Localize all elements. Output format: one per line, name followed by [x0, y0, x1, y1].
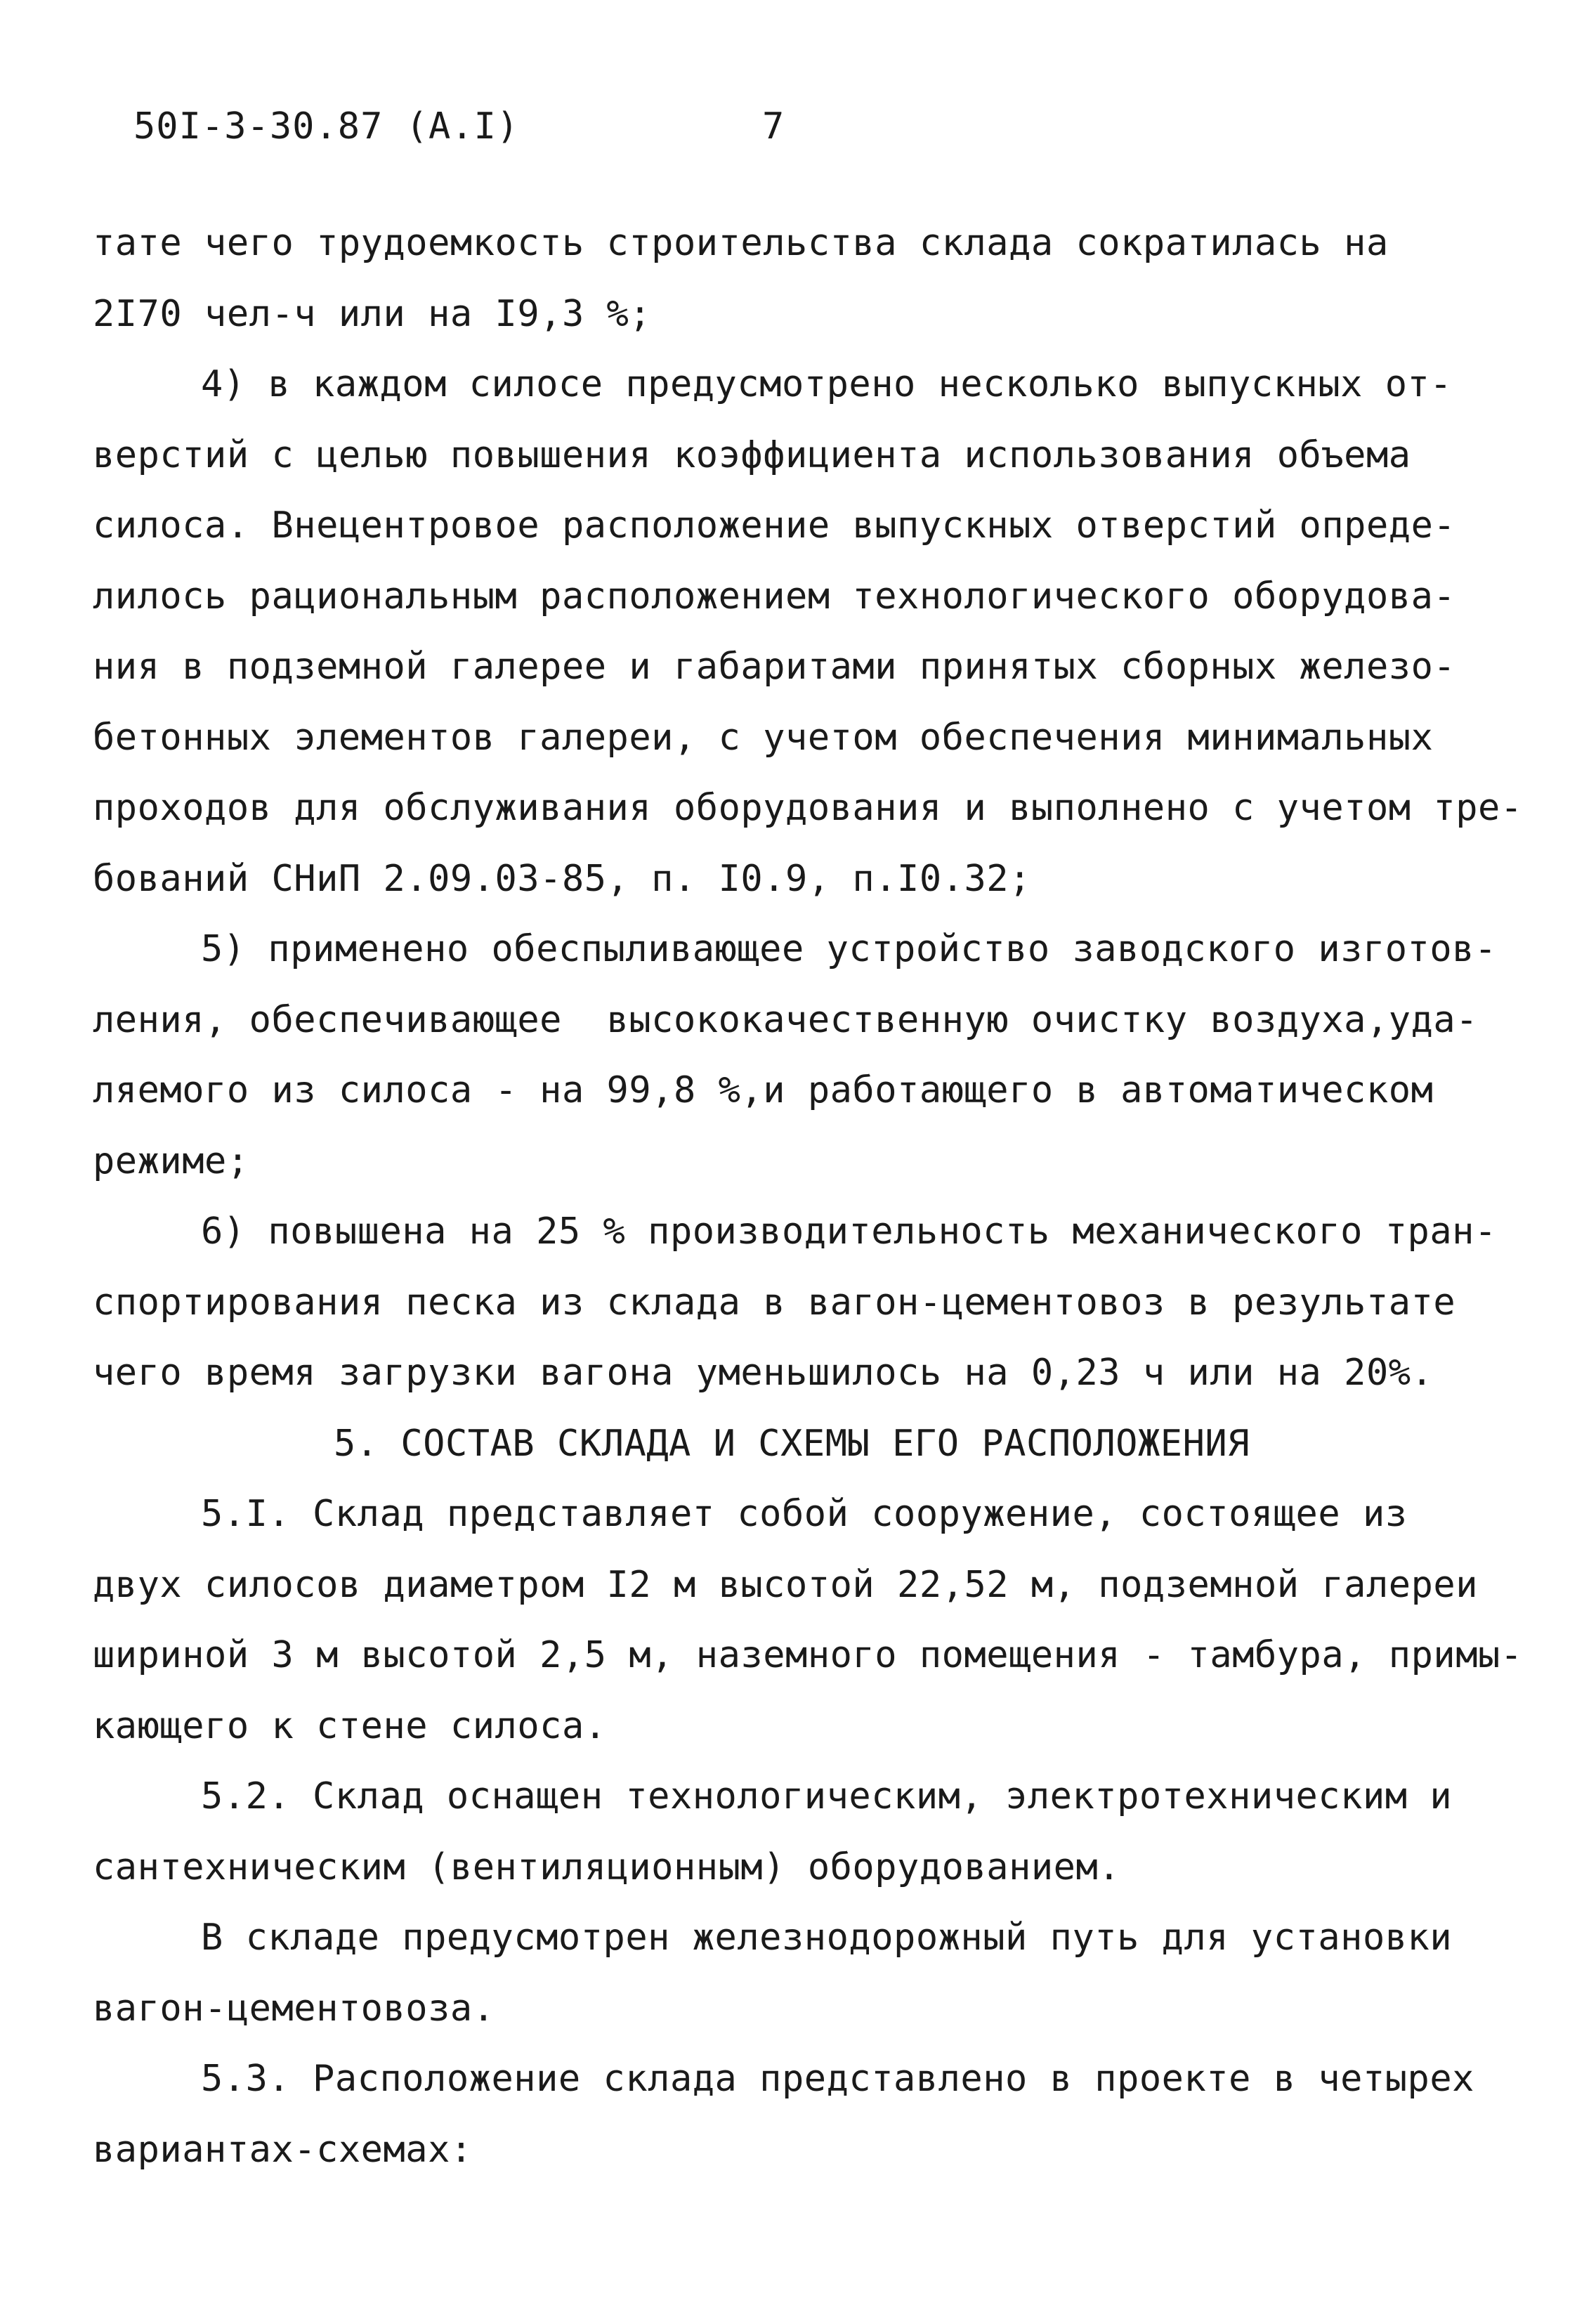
text-line: 5) применено обеспыливающее устройство заводского изготов- — [201, 928, 1497, 970]
text-line: вагон-цементовоза. — [93, 1987, 495, 2030]
paragraph-5-3 — [93, 2044, 1491, 2185]
text-line: ления, обеспечивающее высококачественную очистку воздуха,уда- — [93, 998, 1479, 1041]
document-code: 50I-3-30.87 (A.I) — [133, 105, 520, 148]
text-line: кающего к стене силоса. — [93, 1704, 607, 1747]
text-line: двух силосов диаметром I2 м высотой 22,52 м, подземной галереи — [93, 1563, 1479, 1606]
text-line: 5.I. Склад представляет собой сооружение, состоящее из — [201, 1493, 1408, 1535]
paragraph-item-6 — [93, 1196, 1497, 1409]
text-line: 5.3. Расположение склада представлено в проекте в четырех — [201, 2058, 1474, 2100]
text-line: 5.2. Склад оснащен технологическим, электротехническим и — [201, 1775, 1453, 1817]
text-line: 4) в каждом силосе предусмотрено несколько выпускных от- — [201, 363, 1453, 405]
section-5-heading: 5. СОСТАВ СКЛАДА И СХЕМЫ ЕГО РАСПОЛОЖЕНИЯ — [333, 1422, 1250, 1465]
text-line: проходов для обслуживания оборудования и выполнено с учетом тре- — [93, 787, 1523, 829]
paragraph-rail — [93, 1902, 1491, 2044]
text-line: чего время загрузки вагона уменьшилось на 0,23 ч или на 20%. — [93, 1352, 1434, 1394]
text-line: сантехническим (вентиляционным) оборудованием. — [93, 1846, 1121, 1888]
text-line: бетонных элементов галереи, с учетом обеспечения минимальных — [93, 716, 1434, 759]
paragraph-5-2 — [93, 1761, 1491, 1902]
paragraph-intro — [93, 208, 1491, 349]
text-line: 6) повышена на 25 % производительность механического тран- — [201, 1210, 1497, 1253]
text-line: лилось рациональным расположением технологического оборудова- — [93, 575, 1456, 618]
paragraph-item-5 — [93, 914, 1497, 1196]
text-line: ляемого из силоса - на 99,8 %,и работающего в автоматическом — [93, 1069, 1434, 1111]
text-line: вариантах-схемах: — [93, 2128, 473, 2171]
document-body — [93, 208, 1523, 2185]
text-line: силоса. Внецентровое расположение выпускных отверстий опреде- — [93, 504, 1456, 547]
text-line: 2I70 чел-ч или на I9,3 %; — [93, 292, 652, 335]
text-line: В складе предусмотрен железнодорожный путь для установки — [201, 1917, 1453, 1959]
paragraph-item-4 — [93, 349, 1523, 914]
text-line: бований СНиП 2.09.03-85, п. I0.9, п.I0.32; — [93, 857, 1031, 900]
text-line: шириной 3 м высотой 2,5 м, наземного помещения - тамбура, примы- — [93, 1634, 1523, 1676]
text-line: спортирования песка из склада в вагон-цементовоз в результате — [93, 1281, 1456, 1324]
text-line: тате чего трудоемкость строительства склада сократилась на — [93, 222, 1389, 264]
text-line: верстий с целью повышения коэффициента использования объема — [93, 433, 1411, 476]
text-line: ния в подземной галерее и габаритами принятых сборных железо- — [93, 646, 1456, 688]
page-number: 7 — [762, 105, 785, 148]
paragraph-5-1 — [93, 1479, 1523, 1761]
text-line: режиме; — [93, 1140, 249, 1182]
